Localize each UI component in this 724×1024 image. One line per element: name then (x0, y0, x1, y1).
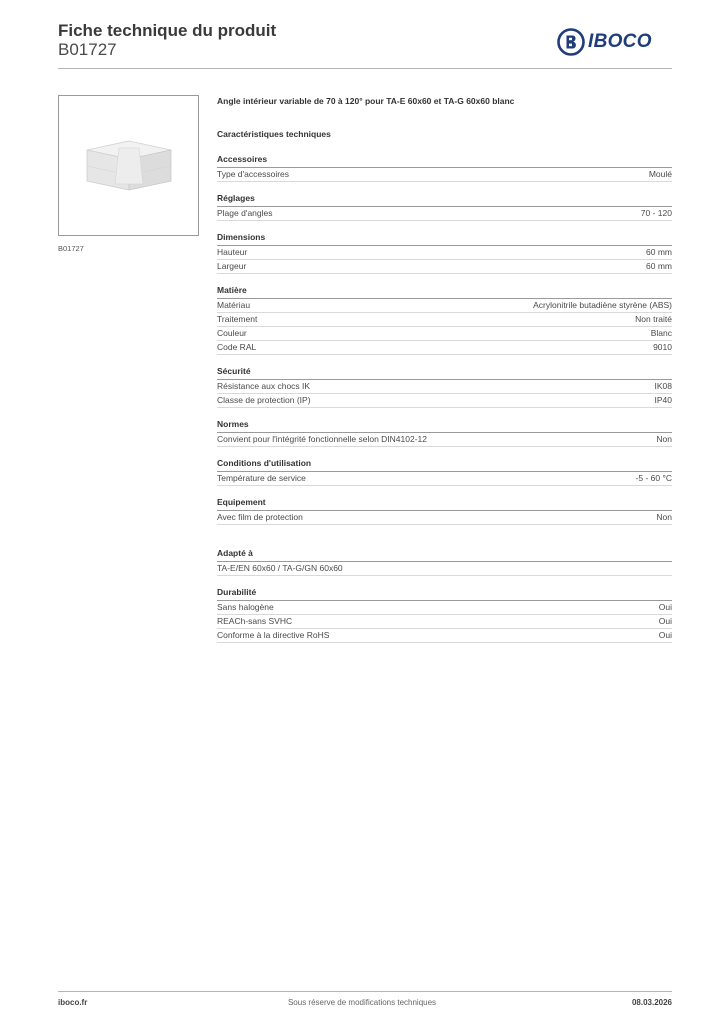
footer-website-link[interactable]: iboco.fr (58, 998, 88, 1007)
spec-value: 60 mm (646, 261, 672, 271)
spec-label: Convient pour l'intégrité fonctionnelle selon DIN4102-12 (217, 434, 428, 444)
spec-value: Oui (658, 630, 672, 640)
spec-value: 60 mm (646, 247, 672, 257)
spec-content (217, 94, 672, 643)
spec-row (217, 601, 672, 615)
spec-label: Résistance aux chocs IK (217, 381, 311, 391)
spec-row (217, 562, 672, 576)
spec-label: Sans halogène (217, 602, 274, 612)
iboco-logo-icon (557, 28, 585, 56)
section-reglages (217, 192, 672, 221)
image-caption: B01727 (58, 244, 84, 253)
spec-label: Plage d'angles (217, 208, 273, 218)
footer-divider (58, 991, 672, 992)
spec-label: Température de service (217, 473, 306, 483)
spec-value: Non traité (635, 314, 672, 324)
spec-row (217, 168, 672, 182)
spec-value: Blanc (650, 328, 672, 338)
product-angle-icon (59, 96, 198, 235)
specs-heading: Caractéristiques techniques (217, 129, 331, 139)
header-divider (58, 68, 672, 69)
section-title: Normes (217, 418, 672, 433)
spec-value: Non (656, 434, 672, 444)
spec-label: Classe de protection (IP) (217, 395, 311, 405)
spec-row (217, 380, 672, 394)
section-conditions (217, 457, 672, 486)
spec-row (217, 394, 672, 408)
product-code: B01727 (58, 40, 117, 59)
brand-logo (557, 28, 652, 56)
section-title: Durabilité (217, 586, 672, 601)
section-title: Adapté à (217, 547, 672, 562)
spec-row (217, 327, 672, 341)
section-matiere (217, 284, 672, 355)
footer-disclaimer: Sous réserve de modifications techniques (287, 998, 437, 1007)
spec-label: Matériau (217, 300, 251, 310)
section-title: Dimensions (217, 231, 672, 246)
spec-label: Largeur (217, 261, 247, 271)
spec-value: IK08 (654, 381, 672, 391)
section-securite (217, 365, 672, 408)
spec-value: Moulé (648, 169, 672, 179)
section-accessoires (217, 153, 672, 182)
product-title: Angle intérieur variable de 70 à 120° pour TA-E 60x60 et TA-G 60x60 blanc (217, 96, 515, 106)
spec-value: Non (656, 512, 672, 522)
section-durabilite (217, 586, 672, 643)
spec-label: Conforme à la directive RoHS (217, 630, 330, 640)
section-title: Conditions d'utilisation (217, 457, 672, 472)
spec-row (217, 246, 672, 260)
section-dimensions (217, 231, 672, 274)
product-image (58, 95, 199, 236)
spec-row (217, 511, 672, 525)
spec-row (217, 629, 672, 643)
section-title: Matière (217, 284, 672, 299)
spec-label: Type d'accessoires (217, 169, 290, 179)
section-title: Accessoires (217, 153, 672, 168)
section-title: Equipement (217, 496, 672, 511)
section-title: Sécurité (217, 365, 672, 380)
spec-row (217, 299, 672, 313)
spec-label: REACh-sans SVHC (217, 616, 293, 626)
spec-row (217, 207, 672, 221)
section-adapte (217, 547, 672, 576)
section-normes (217, 418, 672, 447)
spec-value: Acrylonitrile butadiène styrène (ABS) (533, 300, 672, 310)
footer-date: 08.03.2026 (631, 998, 672, 1007)
spec-label: Traitement (217, 314, 258, 324)
spec-value: 9010 (653, 342, 672, 352)
spec-row (217, 341, 672, 355)
spec-value: 70 - 120 (640, 208, 672, 218)
spec-label: Code RAL (217, 342, 257, 352)
spec-label: Avec film de protection (217, 512, 303, 522)
logo-wordmark: IBOCO (588, 31, 652, 52)
section-equipement (217, 496, 672, 525)
spec-value: -5 - 60 °C (635, 473, 672, 483)
spec-row (217, 260, 672, 274)
spec-value: Oui (658, 616, 672, 626)
spec-row (217, 472, 672, 486)
section-title: Réglages (217, 192, 672, 207)
spec-row (217, 313, 672, 327)
spec-label: Couleur (217, 328, 247, 338)
spec-value: Oui (658, 602, 672, 612)
spec-row (217, 615, 672, 629)
spec-value: IP40 (654, 395, 672, 405)
spec-label: TA-E/EN 60x60 / TA-G/GN 60x60 (217, 563, 343, 573)
document-title: Fiche technique du produit (58, 21, 277, 40)
spec-label: Hauteur (217, 247, 248, 257)
spec-row (217, 433, 672, 447)
